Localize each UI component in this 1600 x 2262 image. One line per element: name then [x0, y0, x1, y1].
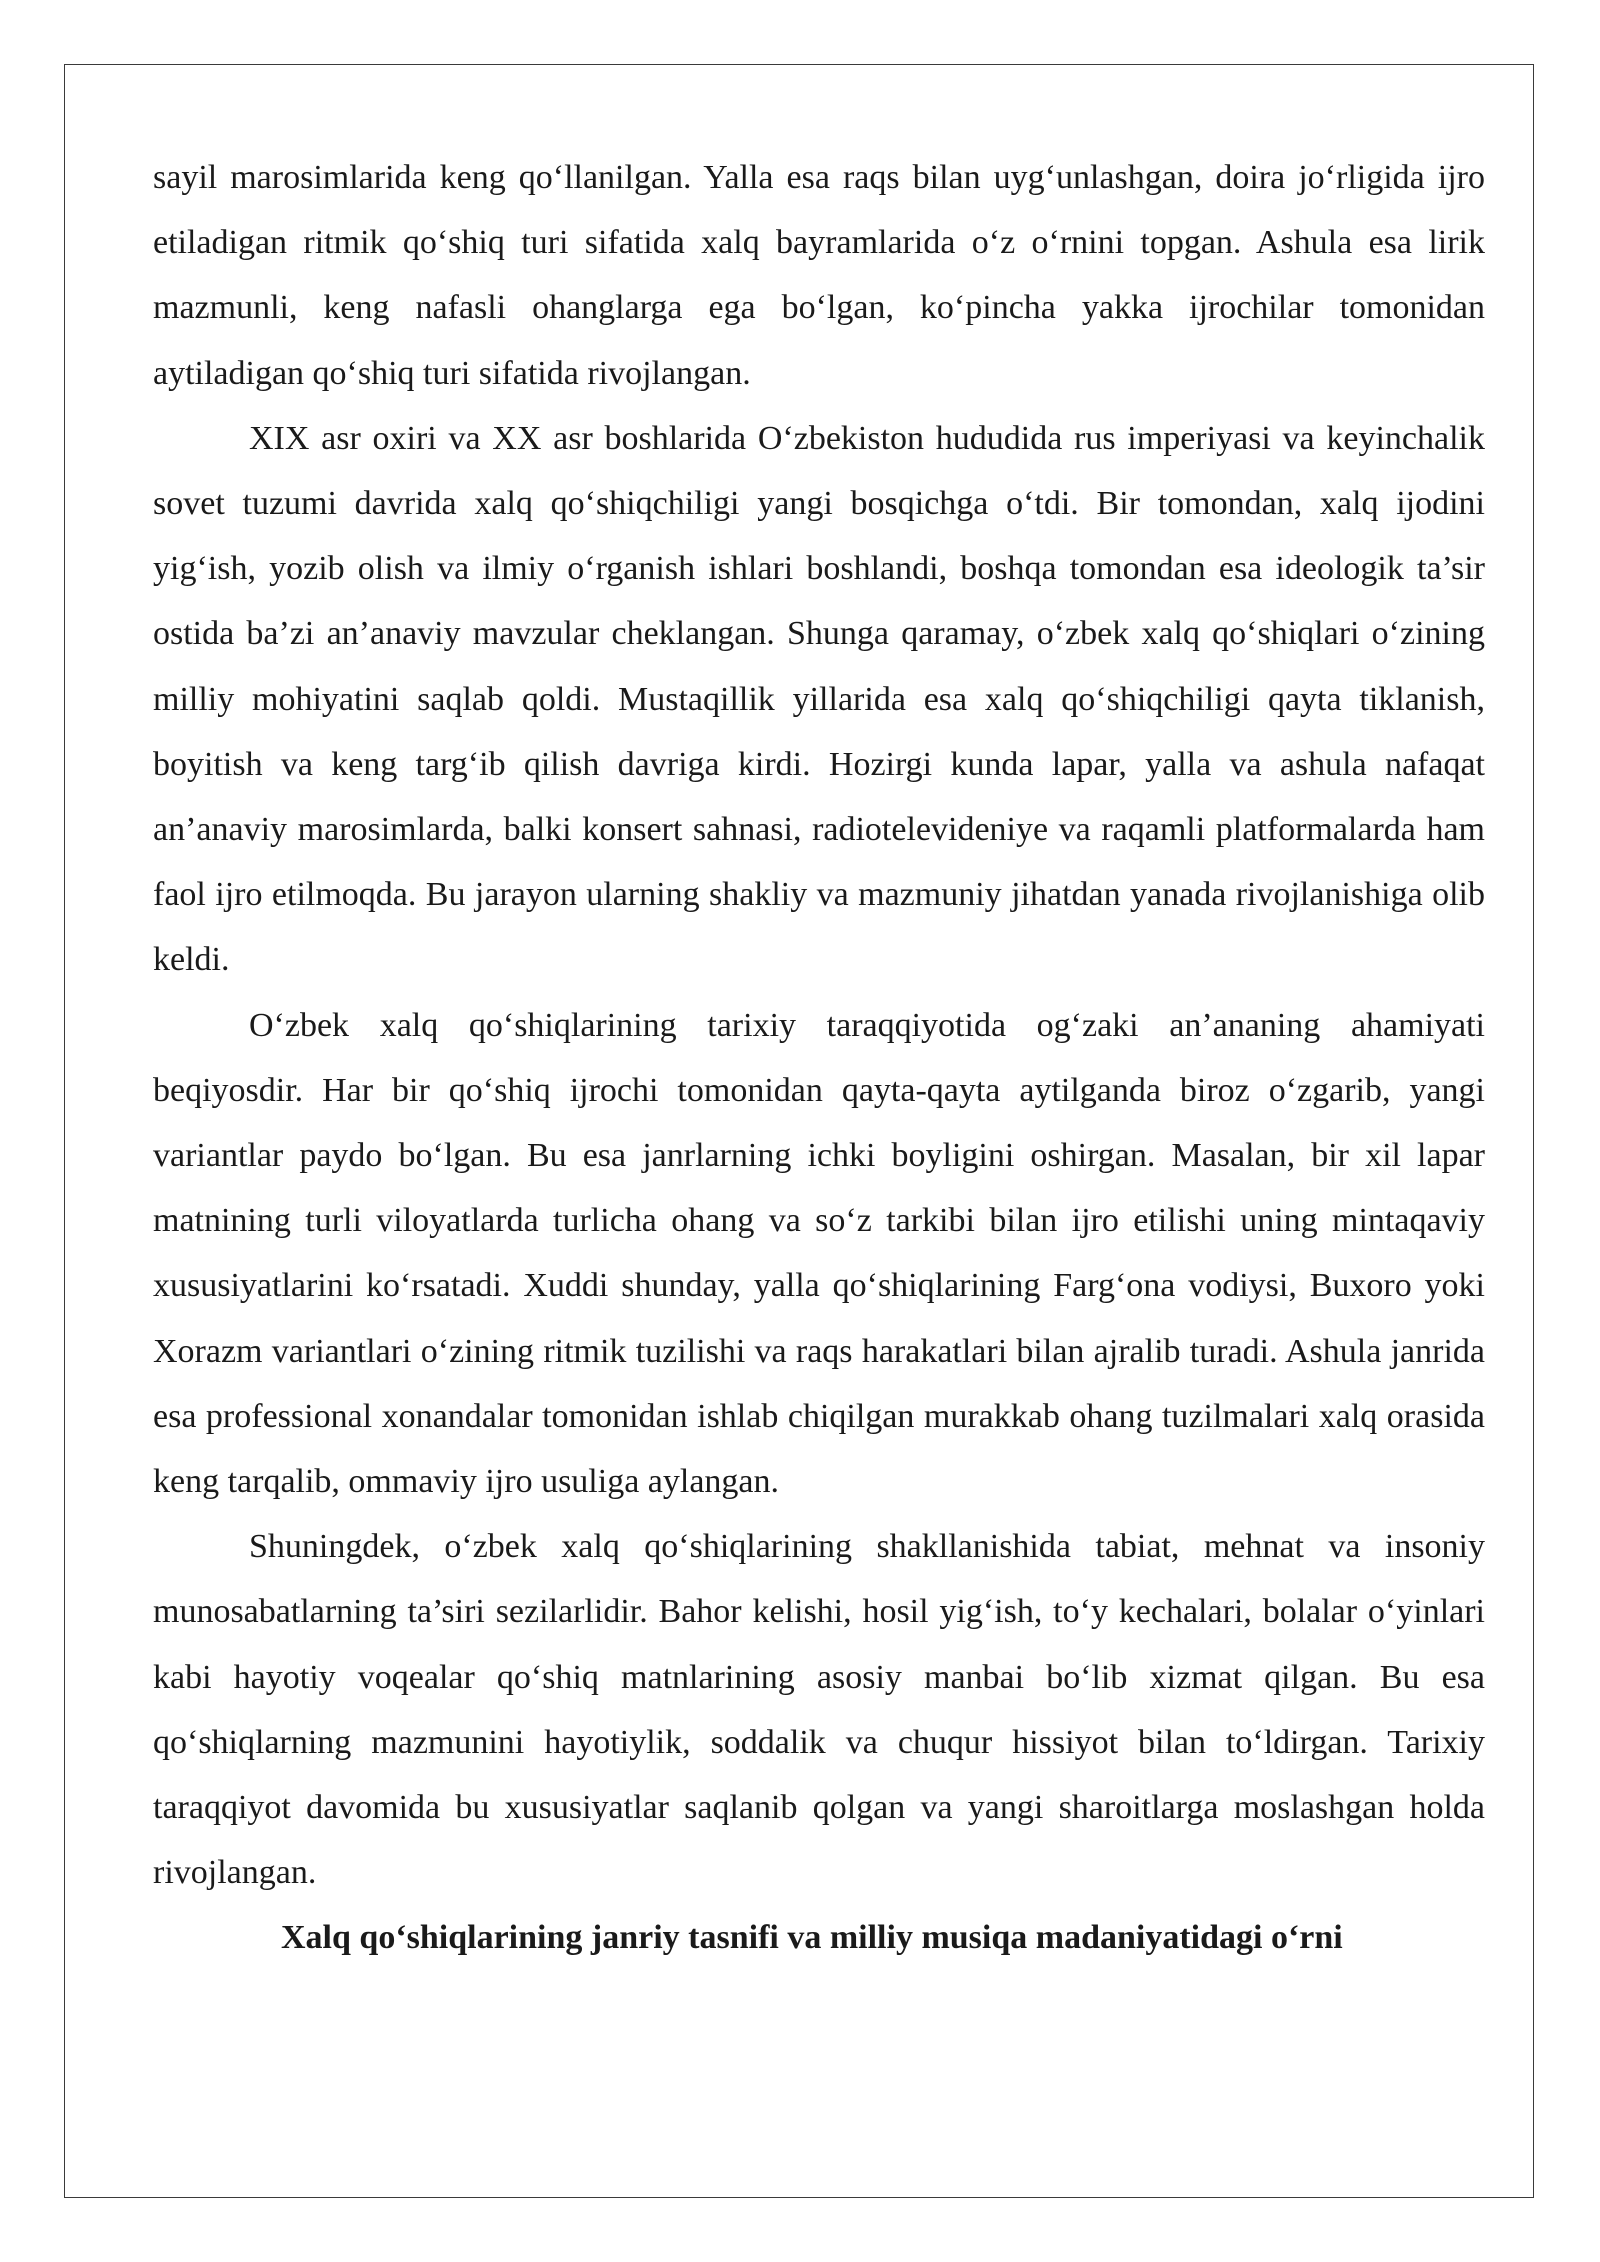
paragraph-3: O‘zbek xalq qo‘shiqlarining tarixiy taraqqiyotida og‘zaki an’ananing ahamiyati beqiyosdir. Har bir qo‘shiq ijrochi tomonidan qayta-qayta aytilganda biroz o‘zgarib, yangi variantlar paydo bo‘lgan. Bu esa janrlarning ichki boyligini oshirgan. Masalan, bir xil lapar matnining turli viloyatlarda turlicha ohang va so‘z tarkibi bilan ijro etilishi uning mintaqaviy xususiyatlarini ko‘rsatadi. Xuddi shunday, yalla qo‘shiqlarining Farg‘ona vodiysi, Buxoro yoki Xorazm variantlari o‘zining ritmik tuzilishi va raqs harakatlari bilan ajralib turadi. Ashula janrida esa professional xonandalar tomonidan ishlab chiqilgan murakkab ohang tuzilmalari xalq orasida keng tarqalib, ommaviy ijro usuliga aylangan. [153, 1006, 1485, 1501]
document-body [153, 145, 1485, 1971]
section-heading: Xalq qo‘shiqlarining janriy tasnifi va milliy musiqa madaniyatidagi o‘rni [281, 1919, 1343, 1957]
paragraph-2: XIX asr oxiri va XX asr boshlarida O‘zbekiston hududida rus imperiyasi va keyinchalik sovet tuzumi davrida xalq qo‘shiqchiligi yangi bosqichga o‘tdi. Bir tomondan, xalq ijodini yig‘ish, yozib olish va ilmiy o‘rganish ishlari boshlandi, boshqa tomondan esa ideologik ta’sir ostida ba’zi an’anaviy mavzular cheklangan. Shunga qaramay, o‘zbek xalq qo‘shiqlari o‘zining milliy mohiyatini saqlab qoldi. Mustaqillik yillarida esa xalq qo‘shiqchiligi qayta tiklanish, boyitish va keng targ‘ib qilish davriga kirdi. Hozirgi kunda lapar, yalla va ashula nafaqat an’anaviy marosimlarda, balki konsert sahnasi, radiotelevideniye va raqamli platformalarda ham faol ijro etilmoqda. Bu jarayon ularning shakliy va mazmuniy jihatdan yanada rivojlanishiga olib keldi. [153, 419, 1485, 979]
paragraph-4: Shuningdek, o‘zbek xalq qo‘shiqlarining shakllanishida tabiat, mehnat va insoniy munosabatlarning ta’siri sezilarlidir. Bahor kelishi, hosil yig‘ish, to‘y kechalari, bolalar o‘yinlari kabi hayotiy voqealar qo‘shiq matnlarining asosiy manbai bo‘lib xizmat qilgan. Bu esa qo‘shiqlarning mazmunini hayotiylik, soddalik va chuqur hissiyot bilan to‘ldirgan. Tarixiy taraqqiyot davomida bu xususiyatlar saqlanib qolgan va yangi sharoitlarga moslashgan holda rivojlangan. [153, 1528, 1485, 1892]
paragraph-1: sayil marosimlarida keng qo‘llanilgan. Yalla esa raqs bilan uyg‘unlashgan, doira jo‘rligida ijro etiladigan ritmik qo‘shiq turi sifatida xalq bayramlarida o‘z o‘rnini topgan. Ashula esa lirik mazmunli, keng nafasli ohanglarga ega bo‘lgan, ko‘pincha yakka ijrochilar tomonidan aytiladigan qo‘shiq turi sifatida rivojlangan. [153, 159, 1485, 392]
